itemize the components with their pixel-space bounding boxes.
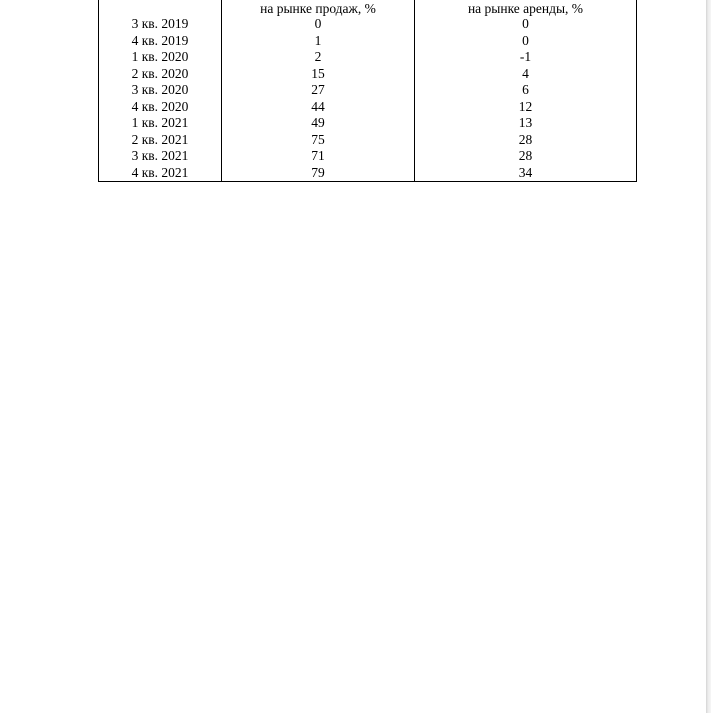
cell-period: 1 кв. 2021 — [99, 115, 222, 132]
table-row — [99, 33, 637, 50]
cell-rent: 12 — [415, 99, 637, 116]
cell-sales: 1 — [222, 33, 415, 50]
table-header — [99, 0, 637, 16]
header-period — [99, 0, 222, 16]
cell-period: 2 кв. 2020 — [99, 66, 222, 83]
cell-rent: 28 — [415, 132, 637, 149]
cell-sales: 44 — [222, 99, 415, 116]
header-sales: на рынке продаж, % — [222, 0, 415, 16]
cell-period: 2 кв. 2021 — [99, 132, 222, 149]
cell-sales: 75 — [222, 132, 415, 149]
cell-sales: 71 — [222, 148, 415, 165]
cell-sales: 2 — [222, 49, 415, 66]
table-header-row — [99, 0, 637, 16]
cell-rent: 28 — [415, 148, 637, 165]
table-row — [99, 49, 637, 66]
table-row — [99, 148, 637, 165]
cell-period: 1 кв. 2020 — [99, 49, 222, 66]
cell-rent: 0 — [415, 16, 637, 33]
cell-sales: 49 — [222, 115, 415, 132]
cell-period: 4 кв. 2020 — [99, 99, 222, 116]
cell-period: 4 кв. 2019 — [99, 33, 222, 50]
table-row — [99, 66, 637, 83]
cell-sales: 79 — [222, 165, 415, 182]
header-rent: на рынке аренды, % — [415, 0, 637, 16]
table-row — [99, 132, 637, 149]
page-edge-shadow — [706, 0, 711, 713]
cell-sales: 0 — [222, 16, 415, 33]
cell-rent: 4 — [415, 66, 637, 83]
cell-sales: 15 — [222, 66, 415, 83]
table-row — [99, 16, 637, 33]
table-row — [99, 165, 637, 182]
table-row — [99, 99, 637, 116]
cell-period: 3 кв. 2021 — [99, 148, 222, 165]
cell-period: 3 кв. 2020 — [99, 82, 222, 99]
cell-rent: 6 — [415, 82, 637, 99]
table-body — [99, 16, 637, 182]
table-row — [99, 82, 637, 99]
cell-rent: 13 — [415, 115, 637, 132]
cell-rent: 34 — [415, 165, 637, 182]
cell-sales: 27 — [222, 82, 415, 99]
table-row — [99, 115, 637, 132]
cell-period: 3 кв. 2019 — [99, 16, 222, 33]
cell-period: 4 кв. 2021 — [99, 165, 222, 182]
data-table-container — [98, 0, 636, 182]
data-table — [98, 0, 637, 182]
cell-rent: 0 — [415, 33, 637, 50]
cell-rent: -1 — [415, 49, 637, 66]
